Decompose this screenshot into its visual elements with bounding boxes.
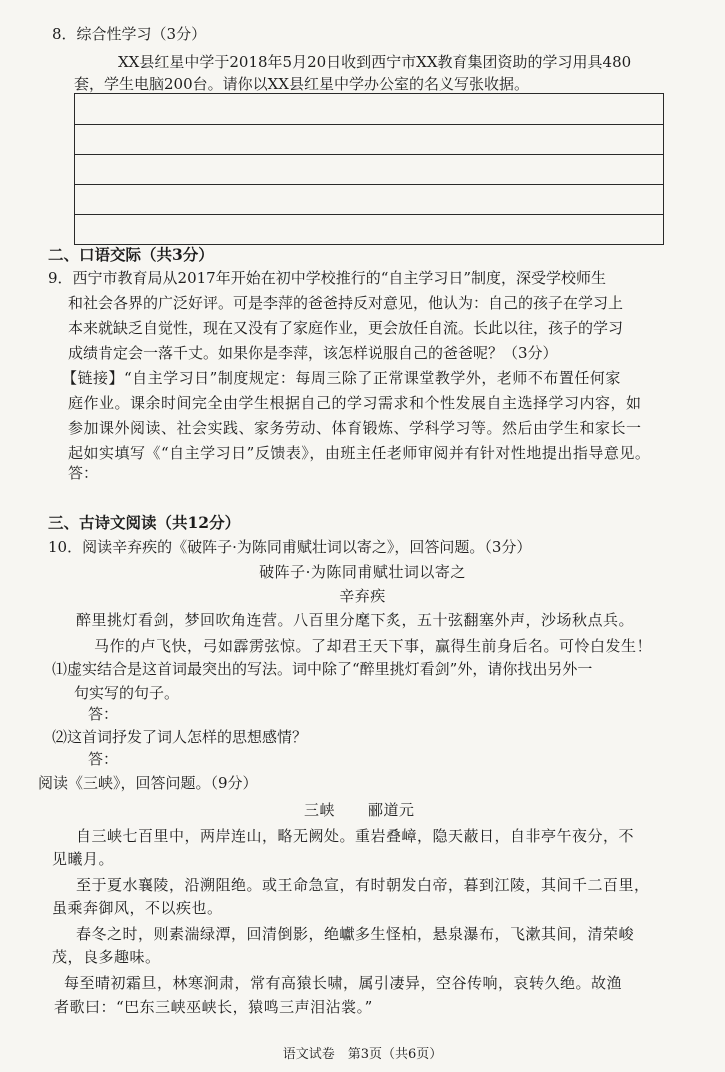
q10-sub2-text: ⑵这首词抒发了词人怎样的思想感情？ [52,728,308,746]
sanxia-line: 至于夏水襄陵，沿溯阻绝。或王命急宣，有时朝发白帝，暮到江陵，其间千二百里， [76,876,650,894]
link-text-line: 参加课外阅读、社会实践、家务劳动、体育锻炼、学科学习等。然后由学生和家长一 [68,419,642,437]
section-heading-oral: 二、口语交际（共3分） [48,245,214,264]
sanxia-line: 虽乘奔御风，不以疾也。 [52,899,223,917]
q8-answer-box[interactable] [74,93,664,245]
poem-title: 破阵子·为陈同甫赋壮词以寄之 [259,563,466,581]
q10-sub1-text: 句实写的句子。 [74,684,180,702]
sanxia-author: 郦道元 [368,801,415,819]
link-text-line: 起如实填写《“自主学习日”反馈表》，由班主任老师审阅并有针对性地提出指导意见。 [68,444,651,462]
sanxia-title: 三峡 [304,801,336,819]
link-text-line: 庭作业。课余时间完全由学生根据自己的学习需求和个性发展自主选择学习内容，如 [68,394,642,412]
q9-answer-label: 答： [68,464,99,482]
sanxia-line: 自三峡七百里中，两岸连山，略无阙处。重岩叠嶂，隐天蔽日，自非亭午夜分，不 [76,827,635,845]
q9-text-line: 和社会各界的广泛好评。可是李萍的爸爸持反对意见，他认为：自己的孩子在学习上 [68,294,624,312]
sanxia-line: 见曦月。 [52,850,115,868]
q10-sub2-answer: 答： [88,750,119,768]
section-heading-classical: 三、古诗文阅读（共12分） [48,513,241,532]
page-footer: 语文试卷 第3页（共6页） [282,1047,443,1062]
poem-line: 马作的卢飞快，弓如霹雳弦惊。了却君王天下事，赢得生前身后名。可怜白发生！ [94,637,653,655]
q8-text-line: 套，学生电脑200台。请你以XX县红星中学办公室的名义写张收据。 [74,75,529,93]
q10-text: 10．阅读辛弃疾的《破阵子·为陈同甫赋壮词以寄之》，回答问题。（3分） [48,538,532,556]
q8-heading: 8．综合性学习（3分） [52,25,207,43]
poem-author: 辛弃疾 [339,587,386,605]
sanxia-line: 春冬之时，则素湍绿潭，回清倒影，绝巘多生怪柏，悬泉瀑布，飞漱其间，清荣峻 [76,925,635,943]
q10-sub1-answer: 答： [88,705,119,723]
q10-sub1-text: ⑴虚实结合是这首词最突出的写法。词中除了“醉里挑灯看剑”外，请你找出另外一 [52,660,593,678]
q8-text-line: XX县红星中学于2018年5月20日收到西宁市XX教育集团资助的学习用具480 [118,53,632,71]
q9-text-line: 9．西宁市教育局从2017年开始在初中学校推行的“自主学习日”制度，深受学校师生 [48,269,607,287]
sanxia-line: 每至晴初霜旦，林寒涧肃，常有高猿长啸，属引凄异，空谷传响，哀转久绝。故渔 [64,974,623,992]
link-text-line: 【链接】“自主学习日”制度规定：每周三除了正常课堂教学外，老师不布置任何家 [62,369,621,387]
q9-text-line: 本来就缺乏自觉性，现在又没有了家庭作业，更会放任自流。长此以往，孩子的学习 [68,319,624,337]
sanxia-line: 茂，良多趣味。 [52,948,161,966]
q9-text-line: 成绩肯定会一落千丈。如果你是李萍，该怎样说服自己的爸爸呢？（3分） [68,344,558,362]
poem-line: 醉里挑灯看剑，梦回吹角连营。八百里分麾下炙，五十弦翻塞外声，沙场秋点兵。 [76,611,635,629]
sanxia-line: 者歌曰：“巴东三峡巫峡长，猿鸣三声泪沾裳。” [54,998,373,1016]
sanxia-intro: 阅读《三峡》，回答问题。（9分） [38,774,258,792]
